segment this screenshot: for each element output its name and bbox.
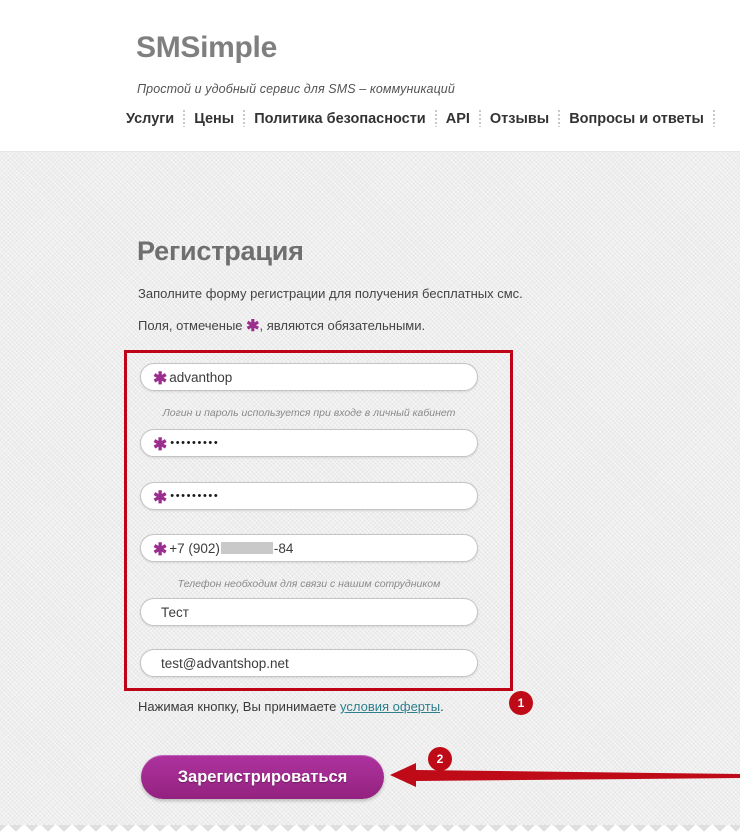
annotation-badge-1: 1 (509, 691, 533, 715)
offer-terms-link[interactable]: условия оферты (340, 699, 441, 714)
nav-item-uslugi[interactable]: Услуги (126, 110, 175, 127)
password-confirm-input[interactable] (140, 482, 478, 510)
phone-input[interactable] (140, 534, 478, 562)
asterisk-icon: ✱ (153, 487, 168, 507)
nav-item-otzyvy[interactable]: Отзывы (489, 110, 550, 127)
asterisk-icon: ✱ (246, 318, 260, 335)
site-tagline: Простой и удобный сервис для SMS – коммуникаций (137, 82, 455, 96)
offer-text-suffix: . (440, 699, 444, 714)
required-fields-note (138, 316, 425, 336)
nav-separator-icon (713, 110, 715, 127)
phone-redaction-block (221, 542, 273, 554)
phone-hint: Телефон необходим для связи с нашим сотрудником (177, 578, 441, 590)
full-name-input[interactable] (140, 598, 478, 626)
password-input-value: ••••••••• (170, 437, 220, 449)
phone-input-value-suffix: -84 (273, 540, 294, 556)
site-header (0, 0, 740, 152)
asterisk-icon: ✱ (153, 539, 168, 559)
nav-item-api[interactable]: API (445, 110, 470, 127)
email-input-value: test@advantshop.net (161, 655, 289, 671)
annotation-arrow-icon (390, 760, 740, 790)
login-hint: Логин и пароль используется при входе в личный кабинет (162, 407, 456, 419)
offer-agreement-text (138, 699, 444, 714)
main-navigation (117, 110, 715, 127)
login-input[interactable] (140, 363, 478, 391)
annotation-badge-2: 2 (428, 747, 452, 771)
login-input-value: advanthop (169, 369, 233, 385)
required-note-prefix: Поля, отмеченые (138, 318, 247, 333)
required-note-suffix: , являются обязательными. (259, 318, 426, 333)
registration-form (124, 350, 513, 691)
asterisk-icon: ✱ (153, 434, 168, 454)
password-confirm-input-value: ••••••••• (170, 490, 220, 502)
phone-input-value-prefix: +7 (902) (169, 540, 220, 556)
password-input[interactable] (140, 429, 478, 457)
offer-text-prefix: Нажимая кнопку, Вы принимаете (138, 699, 341, 714)
site-logo[interactable]: SMSimple (136, 31, 277, 64)
asterisk-icon: ✱ (153, 368, 168, 388)
nav-item-tseny[interactable]: Цены (194, 110, 235, 127)
page-title: Регистрация (137, 236, 304, 266)
nav-item-politika-bezopasnosti[interactable]: Политика безопасности (254, 110, 426, 127)
full-name-input-value: Тест (161, 604, 189, 620)
register-submit-button[interactable]: Зарегистрироваться (141, 755, 384, 799)
registration-subtitle: Заполните форму регистрации для получения бесплатных смс. (138, 286, 523, 301)
nav-item-voprosy-i-otvety[interactable]: Вопросы и ответы (569, 110, 704, 127)
email-input[interactable] (140, 649, 478, 677)
page-bottom-sawtooth-edge (0, 825, 740, 837)
